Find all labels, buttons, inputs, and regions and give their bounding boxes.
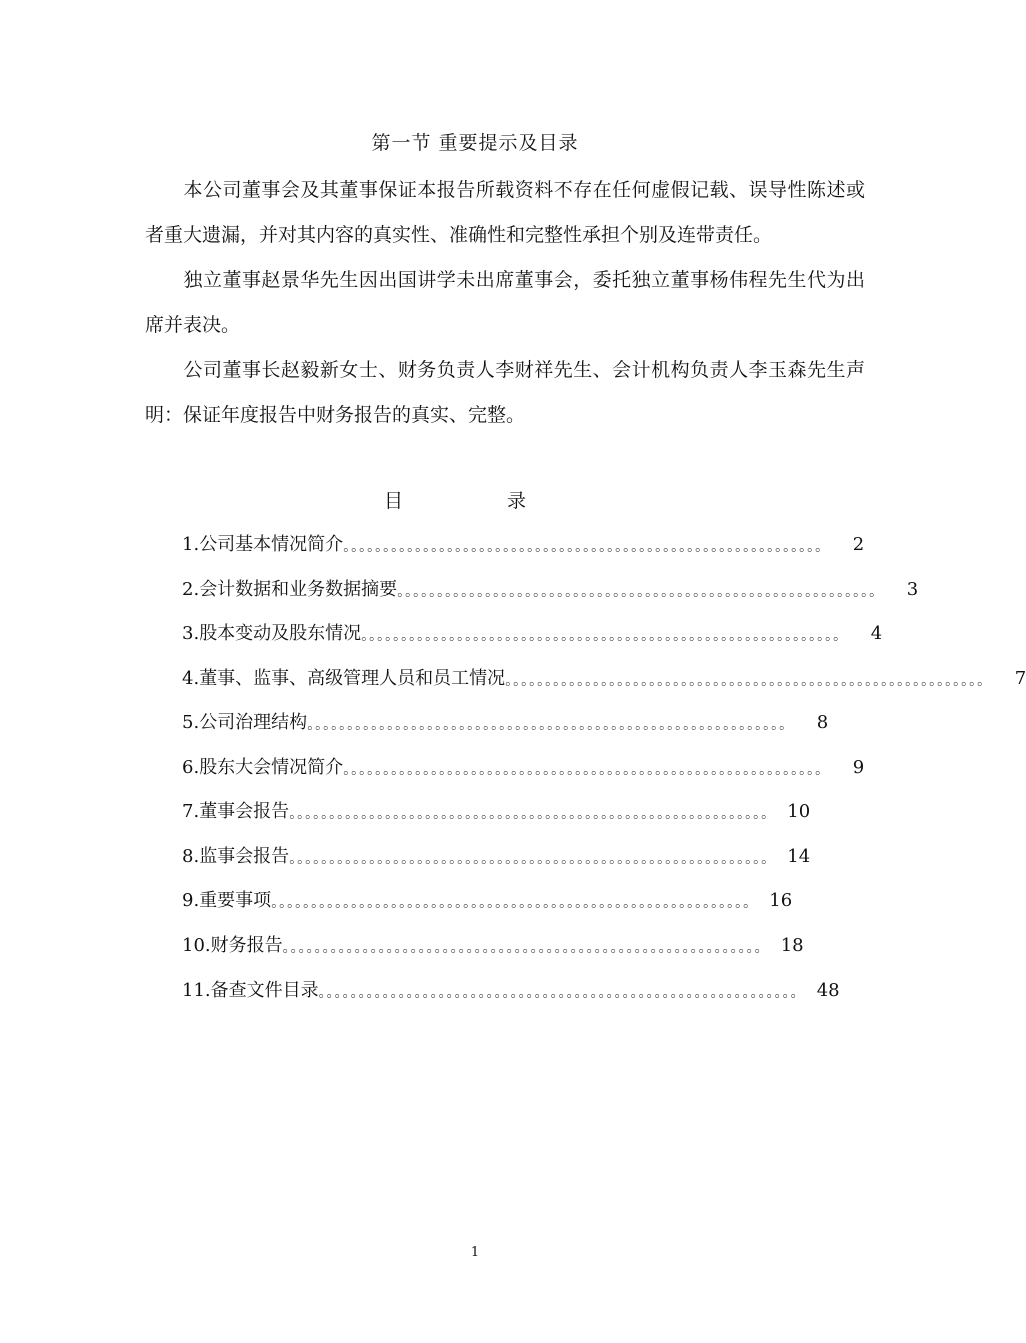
- paragraph-text: 独立董事赵景华先生因出国讲学未出席董事会，委托独立董事杨伟程先生代为出席并表决。: [145, 269, 865, 336]
- toc-item[interactable]: [182, 619, 883, 649]
- toc-item-number: 3.: [182, 623, 200, 644]
- toc-dot-leader: 。。。。。。。。。。。。。。。。。。。。。。。。。。。。。。。。。。。。。。。。。。。。。。。。。。。。。。。。。。。。: [289, 806, 777, 822]
- toc-title: [384, 486, 526, 513]
- toc-item-number: 8.: [182, 846, 200, 867]
- toc-dot-leader: 。。。。。。。。。。。。。。。。。。。。。。。。。。。。。。。。。。。。。。。。。。。。。。。。。。。。。。。。。。。。: [361, 628, 849, 644]
- toc-item[interactable]: [182, 797, 811, 827]
- toc-item-page: 16: [769, 890, 793, 911]
- toc-item-label: 监事会报告: [199, 846, 290, 867]
- toc-item-label: 备查文件目录: [210, 980, 319, 1001]
- toc-dot-leader: 。。。。。。。。。。。。。。。。。。。。。。。。。。。。。。。。。。。。。。。。。。。。。。。。。。。。。。。。。。。。: [505, 673, 993, 689]
- toc-item[interactable]: [182, 664, 1026, 694]
- page-number: 1: [470, 1245, 480, 1260]
- toc-item-label: 重要事项: [199, 890, 272, 911]
- toc-item-label: 公司治理结构: [199, 712, 308, 733]
- paragraph-text: 本公司董事会及其董事保证本报告所载资料不存在任何虚假记载、误导性陈述或者重大遗漏，并对其内容的真实性、准确性和完整性承担个别及连带责任。: [145, 179, 865, 246]
- toc-dot-leader: 。。。。。。。。。。。。。。。。。。。。。。。。。。。。。。。。。。。。。。。。。。。。。。。。。。。。。。。。。。。。: [397, 584, 885, 600]
- toc-item-label: 董事会报告: [199, 801, 290, 822]
- toc-title-right: 录: [507, 490, 527, 512]
- paragraph-text: 公司董事长赵毅新女士、财务负责人李财祥先生、会计机构负责人李玉森先生声明：保证年度报告中财务报告的真实、完整。: [145, 359, 865, 426]
- toc-item-number: 4.: [182, 668, 200, 689]
- toc-item-page: 48: [816, 980, 840, 1001]
- toc-dot-leader: 。。。。。。。。。。。。。。。。。。。。。。。。。。。。。。。。。。。。。。。。。。。。。。。。。。。。。。。。。。。。: [282, 940, 770, 956]
- toc-title-left: 目: [384, 490, 404, 512]
- toc-item-page: 18: [780, 935, 804, 956]
- toc-dot-leader: 。。。。。。。。。。。。。。。。。。。。。。。。。。。。。。。。。。。。。。。。。。。。。。。。。。。。。。。。。。。。: [289, 851, 777, 867]
- toc-item-number: 5.: [182, 712, 200, 733]
- toc-item[interactable]: [182, 575, 919, 605]
- toc-dot-leader: 。。。。。。。。。。。。。。。。。。。。。。。。。。。。。。。。。。。。。。。。。。。。。。。。。。。。。。。。。。。。: [343, 539, 831, 555]
- toc-item-number: 6.: [182, 757, 200, 778]
- toc-item-number: 9.: [182, 890, 200, 911]
- toc-item-label: 财务报告: [210, 935, 283, 956]
- toc-dot-leader: 。。。。。。。。。。。。。。。。。。。。。。。。。。。。。。。。。。。。。。。。。。。。。。。。。。。。。。。。。。。。: [271, 895, 759, 911]
- toc-item-label: 会计数据和业务数据摘要: [199, 579, 398, 600]
- toc-item-label: 公司基本情况简介: [199, 534, 344, 555]
- toc-item[interactable]: [182, 530, 865, 560]
- toc-item-label: 股本变动及股东情况: [199, 623, 362, 644]
- statement-paragraph-chairman: [145, 348, 865, 438]
- toc-item[interactable]: [182, 708, 829, 738]
- toc-item-page: 4: [870, 623, 883, 644]
- toc-item-page: 14: [787, 846, 811, 867]
- toc-item-label: 股东大会情况简介: [199, 757, 344, 778]
- toc-item-number: 7.: [182, 801, 200, 822]
- statement-paragraph-director: [145, 258, 865, 348]
- statement-paragraph-board: [145, 168, 865, 258]
- toc-item-number: 1.: [182, 534, 200, 555]
- toc-dot-leader: 。。。。。。。。。。。。。。。。。。。。。。。。。。。。。。。。。。。。。。。。。。。。。。。。。。。。。。。。。。。。: [307, 717, 795, 733]
- toc-item-page: 7: [1014, 668, 1026, 689]
- toc-item-number: 2.: [182, 579, 200, 600]
- section-title: 第一节 重要提示及目录: [371, 132, 579, 154]
- toc-item-page: 9: [852, 757, 865, 778]
- toc-dot-leader: 。。。。。。。。。。。。。。。。。。。。。。。。。。。。。。。。。。。。。。。。。。。。。。。。。。。。。。。。。。。。: [318, 985, 806, 1001]
- toc-item[interactable]: [182, 976, 840, 1006]
- toc-item-page: 3: [906, 579, 919, 600]
- toc-item[interactable]: [182, 753, 865, 783]
- toc-item-page: 10: [787, 801, 811, 822]
- toc-item-page: 8: [816, 712, 829, 733]
- toc-item-number: 11.: [182, 980, 211, 1001]
- toc-item[interactable]: [182, 931, 804, 961]
- toc-item-label: 董事、监事、高级管理人员和员工情况: [199, 668, 506, 689]
- toc-item[interactable]: [182, 842, 811, 872]
- toc-dot-leader: 。。。。。。。。。。。。。。。。。。。。。。。。。。。。。。。。。。。。。。。。。。。。。。。。。。。。。。。。。。。。: [343, 762, 831, 778]
- toc-item[interactable]: [182, 886, 793, 916]
- toc-item-number: 10.: [182, 935, 211, 956]
- toc-item-page: 2: [852, 534, 865, 555]
